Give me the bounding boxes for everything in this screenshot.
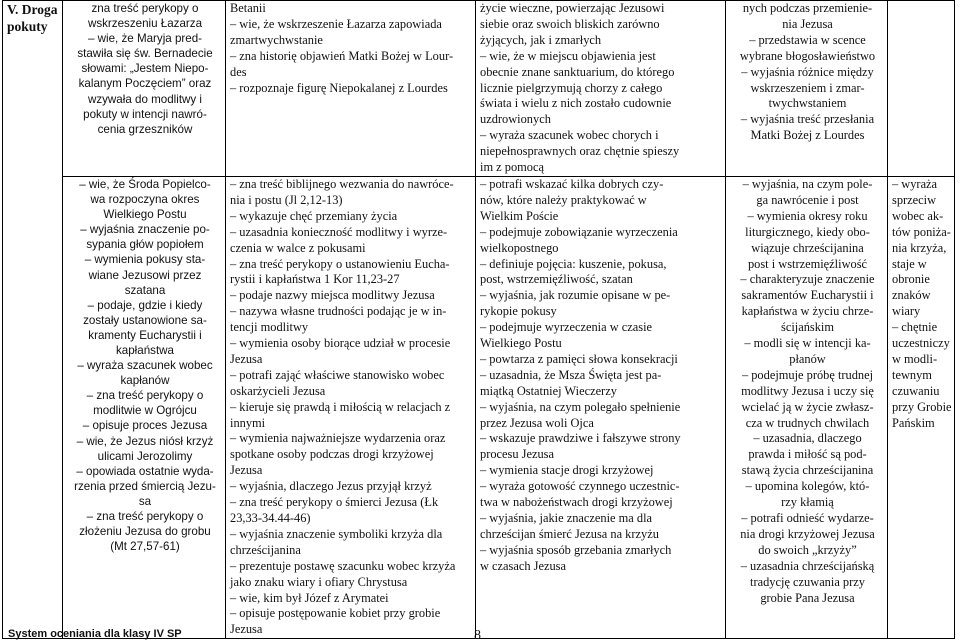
text-line: – chętnie bbox=[892, 320, 938, 335]
text-line: – zna treść perykopy o ustanowieniu Eucha- bbox=[230, 256, 450, 271]
text-line: uzdrowionych bbox=[480, 112, 551, 127]
text-line: – uzasadnia chrześcijańską bbox=[740, 558, 875, 573]
text-line: – uzasadnia konieczność modlitwy i wyrze- bbox=[230, 224, 448, 239]
text-line: – wyjaśnia, jak rozumie opisane w pe- bbox=[480, 288, 671, 303]
text-line: – wymienia okresy roku bbox=[747, 208, 868, 223]
text-line: chrześcijanina bbox=[230, 542, 301, 557]
text-line: – zna treść perykopy o śmierci Jezusa (Łk bbox=[230, 495, 439, 510]
text-line: – wyjaśnia, na czym pole- bbox=[742, 176, 873, 191]
text-line: – wyjaśnia sposób grzebania zmarłych bbox=[480, 542, 672, 557]
cell-grade-bardzo-dobra-cont bbox=[726, 1, 888, 177]
page-number: 8 bbox=[474, 628, 481, 643]
text-line: – wymienia pokusy sta- bbox=[84, 253, 206, 267]
text-line: oskarżycieli Jezusa bbox=[230, 383, 326, 398]
text-line: – wie, że Środa Popielco- bbox=[79, 177, 211, 191]
text-line: sa bbox=[138, 494, 152, 508]
text-line: rykopie pokusy bbox=[480, 304, 557, 319]
text-line: wa rozpoczyna okres bbox=[90, 193, 200, 207]
text-line: Wielkiego Postu bbox=[103, 208, 187, 222]
section-title-cell bbox=[3, 1, 63, 639]
text-line: – podejmuje wyrzeczenia w czasie bbox=[480, 320, 653, 335]
cell-grade-dobra-cont bbox=[476, 1, 726, 177]
text-line: – zna historię objawień Matki Bożej w Lour- bbox=[230, 48, 454, 63]
text-line: 23,33-34.44-46) bbox=[230, 511, 311, 525]
text-line: innymi bbox=[230, 415, 266, 430]
text-line: des bbox=[230, 64, 247, 79]
text-line: – potrafi wskazać kilka dobrych czy- bbox=[480, 176, 664, 191]
text-line: – wyjaśnia znaczenie symboliki krzyża dla bbox=[230, 526, 443, 541]
text-line: przez Jezusa woli Ojca bbox=[480, 415, 594, 430]
text-line: nia drogi krzyżowej Jezusa bbox=[740, 526, 875, 541]
text-line: żyjących, jak i zmarłych bbox=[480, 32, 602, 47]
text-line: wielkopostnego bbox=[480, 240, 559, 255]
text-line: – upomina kolegów, któ- bbox=[745, 479, 870, 494]
text-line: Jezusa bbox=[230, 463, 263, 478]
text-line: nia Jezusa bbox=[782, 16, 833, 31]
text-line: – podejmuje zobowiązanie wyrzeczenia bbox=[480, 224, 678, 239]
text-line: – przedstawia w scence bbox=[749, 32, 866, 47]
text-line: modlitwy Jezusa i uczy się bbox=[741, 383, 874, 398]
text-line: – modli się w intencji ka- bbox=[744, 336, 871, 351]
text-line: wskrzeszeniem i zmar- bbox=[750, 80, 865, 95]
table-row-continuation bbox=[3, 1, 955, 177]
text-line: kalanym Poczęciem” oraz bbox=[78, 77, 212, 91]
text-line: – wymienia najważniejsze wydarzenia oraz bbox=[230, 431, 446, 446]
cell-grade-dobra bbox=[476, 176, 726, 638]
text-line: – potrafi zająć właściwe stanowisko wobec bbox=[230, 367, 445, 382]
text-line: tów poniża- bbox=[892, 224, 951, 239]
text-line: – wyraża bbox=[892, 176, 938, 191]
text-line: – uzasadnia, dlaczego bbox=[753, 431, 862, 446]
text-line: w modli- bbox=[892, 351, 938, 366]
text-line: – opisuje proces Jezusa bbox=[82, 419, 208, 433]
text-line: – wie, że wskrzeszenie Łazarza zapowiada bbox=[230, 16, 442, 31]
text-line: – nazywa własne trudności podając je w in- bbox=[230, 304, 447, 319]
text-line: płanów bbox=[789, 351, 826, 366]
text-line: Matki Bożej z Lourdes bbox=[750, 128, 865, 143]
text-line: sypania głów popiołem bbox=[86, 238, 204, 252]
text-line: – rozpoznaje figurę Niepokalanej z Lourdes bbox=[230, 80, 448, 95]
text-line: liturgicznego, kiedy obo- bbox=[745, 224, 870, 239]
text-line: rzy kłamią bbox=[781, 495, 834, 510]
cell-text bbox=[730, 1, 885, 144]
cell-grade-dostateczna bbox=[226, 176, 476, 638]
text-line: miątką Ostatniej Wieczerzy bbox=[480, 383, 617, 398]
text-line: nów, które należy praktykować w bbox=[480, 192, 647, 207]
footer-label: System oceniania dla klasy IV SP bbox=[8, 628, 182, 640]
text-line: – podejmuje próbę trudnej bbox=[741, 367, 874, 382]
text-line: – potrafi odnieść wydarze- bbox=[741, 511, 874, 525]
text-line: Wielkiego Postu bbox=[480, 336, 562, 351]
text-line: – wymienia osoby biorące udział w procesie bbox=[230, 336, 451, 351]
text-line: – wyjaśnia, na czym polegało spełnienie bbox=[480, 399, 681, 414]
text-line: – prezentuje postawę szacunku wobec krzyża bbox=[230, 558, 456, 573]
text-line: cza w trudnych chwilach bbox=[745, 415, 870, 430]
text-line: – zna treść perykopy o bbox=[86, 510, 204, 524]
text-line: rystii i kapłaństwa 1 Kor 11,23-27 bbox=[230, 272, 400, 287]
text-line: jako znaku wiary i ofiary Chrystusa bbox=[230, 574, 408, 589]
cell-text bbox=[230, 177, 473, 638]
text-line: zostały ustanowione sa- bbox=[83, 313, 207, 327]
text-line: – wymienia stacje drogi krzyżowej bbox=[480, 463, 654, 478]
text-line: kapłaństwa w życiu chrze- bbox=[741, 304, 874, 319]
text-line: licznie pielgrzymują chorzy z całego bbox=[480, 80, 663, 95]
cell-text bbox=[730, 177, 885, 606]
text-line: stawą życia chrześcijanina bbox=[741, 463, 874, 478]
text-line: wiary bbox=[892, 304, 921, 319]
text-line: – wyraża szacunek wobec chorych i bbox=[480, 128, 659, 143]
text-line: przy Grobie bbox=[892, 399, 952, 414]
text-line: zmartwychwstanie bbox=[230, 32, 323, 47]
text-line: stawiła się św. Bernadecie bbox=[77, 47, 213, 61]
text-line: (Mt 27,57-61) bbox=[110, 540, 180, 554]
text-line: – podaje, gdzie i kiedy bbox=[87, 298, 203, 312]
text-line: – wyraża szacunek wobec bbox=[77, 359, 213, 373]
text-line: – podaje nazwy miejsca modlitwy Jezusa bbox=[230, 288, 435, 303]
cell-text bbox=[67, 1, 223, 137]
text-line: twa w nabożeństwach drogi krzyżowej bbox=[480, 495, 673, 510]
text-line: – wyjaśnia treść przesłania bbox=[740, 112, 875, 127]
text-line: – wie, że Jezus niósł krzyż bbox=[76, 434, 214, 448]
text-line: ulicami Jerozolimy bbox=[97, 449, 193, 463]
text-line: obecnie znane sanktuarium, do którego bbox=[480, 64, 675, 79]
text-line: post, wstrzemięźliwość, szatan bbox=[480, 272, 633, 287]
text-line: – wyraża gotowość czynnego uczestnic- bbox=[480, 479, 680, 494]
text-line: – zna treść biblijnego wezwania do nawróce- bbox=[230, 176, 454, 191]
text-line: tewnym bbox=[892, 367, 932, 382]
text-line: słowami: „Jestem Niepo- bbox=[81, 62, 209, 76]
text-line: – definiuje pojęcia: kuszenie, pokusa, bbox=[480, 256, 667, 271]
text-line: sprzeciw bbox=[892, 192, 937, 207]
text-line: – wyjaśnia, dlaczego Jezus przyjął krzyż bbox=[230, 479, 432, 494]
text-line: nych podczas przemienie- bbox=[742, 1, 873, 15]
text-line: sakramentów Eucharystii i bbox=[741, 288, 874, 303]
text-line: Betanii bbox=[230, 1, 266, 15]
text-line: prawda i miłość są pod- bbox=[748, 447, 867, 462]
text-line: ga nawrócenie i post bbox=[756, 192, 859, 207]
grading-table bbox=[2, 0, 955, 639]
text-line: czuwaniu bbox=[892, 383, 940, 398]
cell-grade-bardzo-dobra bbox=[726, 176, 888, 638]
text-line: – wskazuje prawdziwe i fałszywe strony bbox=[480, 431, 681, 446]
text-line: Jezusa bbox=[230, 622, 263, 637]
text-line: znaków bbox=[892, 288, 931, 303]
text-line: siebie oraz swoich bliskich zarówno bbox=[480, 16, 660, 31]
text-line: wybrane błogosławieństwo bbox=[739, 48, 876, 63]
text-line: uczestniczy bbox=[892, 336, 950, 351]
text-line: twychwstaniem bbox=[768, 96, 847, 111]
text-line: wiązuje chrześcijanina bbox=[751, 240, 864, 255]
text-line: rzenia przed śmiercią Jezu- bbox=[74, 479, 216, 493]
text-line: czenia w walce z pokusami bbox=[230, 240, 366, 255]
text-line: szatana bbox=[124, 283, 166, 297]
table-row-droga-pokuty bbox=[3, 176, 955, 638]
cell-grade-celujaca bbox=[888, 176, 955, 638]
text-line: kapłaństwa bbox=[115, 344, 174, 357]
text-line: staje w bbox=[892, 256, 927, 271]
text-line: kramenty Eucharystii i bbox=[88, 328, 202, 342]
text-line: wiane Jezusowi przez bbox=[88, 268, 202, 282]
text-line: kapłanów bbox=[120, 374, 170, 388]
text-line: Jezusa bbox=[230, 351, 263, 366]
text-line: w czasach Jezusa bbox=[480, 558, 566, 573]
text-line: – opisuje postępowanie kobiet przy grobie bbox=[230, 606, 441, 621]
text-line: do swoich „krzyży” bbox=[758, 542, 857, 557]
cell-grade-dopuszczajaca bbox=[63, 176, 226, 638]
text-line: – opowiada ostatnie wyda- bbox=[76, 464, 214, 478]
text-line: wobec ak- bbox=[892, 208, 944, 223]
text-line: – wykazuje chęć przemiany życia bbox=[230, 208, 398, 223]
text-line: pokuty w intencji nawró- bbox=[83, 107, 207, 121]
text-line: – wyjaśnia, jakie znaczenie ma dla bbox=[480, 511, 653, 525]
cell-grade-dopuszczajaca-cont bbox=[63, 1, 226, 177]
text-line: wskrzeszeniu Łazarza bbox=[87, 17, 203, 31]
text-line: – kieruje się prawdą i miłością w relacjach z bbox=[230, 399, 451, 414]
text-line: chrześcijan śmierć Jezusa na krzyżu bbox=[480, 526, 659, 541]
cell-text bbox=[480, 1, 723, 176]
text-line: Wielkim Poście bbox=[480, 208, 559, 223]
text-line: niepełnosprawnych oraz chętnie spieszy bbox=[480, 144, 680, 159]
text-line: złożeniu Jezusa do grobu bbox=[79, 525, 211, 539]
text-line: grobie Pana Jezusa bbox=[760, 590, 855, 605]
cell-text bbox=[480, 177, 723, 575]
text-line: – charakteryzuje znaczenie bbox=[740, 272, 875, 287]
text-line: świata i wielu z nich zostało cudownie bbox=[480, 96, 672, 111]
text-line: – uzasadnia, że Msza Święta jest pa- bbox=[480, 367, 662, 382]
text-line: – wie, że w miejscu objawienia jest bbox=[480, 48, 656, 63]
text-line: modlitwie w Ogrójcu bbox=[93, 404, 197, 418]
section-title bbox=[7, 1, 60, 35]
text-line: życie wieczne, powierzając Jezusowi bbox=[480, 1, 665, 15]
text-line: ścijańskim bbox=[781, 320, 834, 335]
text-line: – wyjaśnia różnice między bbox=[741, 64, 874, 79]
cell-text bbox=[230, 1, 473, 96]
text-line: – wyjaśnia znaczenie po- bbox=[80, 223, 210, 237]
cell-text bbox=[67, 177, 223, 554]
text-line: zna treść perykopy o bbox=[91, 2, 199, 15]
text-line: post i wstrzemięźliwość bbox=[747, 256, 868, 271]
text-line: – powtarza z pamięci słowa konsekracji bbox=[480, 351, 678, 366]
text-line: – wie, że Maryja pred- bbox=[87, 32, 203, 46]
text-line: – wie, kim był Józef z Arymatei bbox=[230, 590, 389, 605]
text-line: cenia grzeszników bbox=[97, 122, 193, 136]
text-line: – zna treść perykopy o bbox=[86, 389, 204, 403]
text-line: spotkane osoby podczas drogi krzyżowej bbox=[230, 447, 434, 462]
text-line: wzywała do modlitwy i bbox=[87, 92, 203, 106]
cell-grade-dostateczna-cont bbox=[226, 1, 476, 177]
text-line: wcielać ją w życie zwłasz- bbox=[741, 399, 874, 414]
text-line: tradycję czuwania przy bbox=[750, 574, 865, 589]
cell-grade-celujaca-cont bbox=[888, 1, 955, 177]
cell-text bbox=[892, 177, 952, 432]
text-line: Pańskim bbox=[892, 415, 935, 430]
text-line: nia i postu (Jl 2,12-13) bbox=[230, 192, 343, 207]
text-line: V. Droga bbox=[7, 2, 58, 17]
text-line: nia krzyża, bbox=[892, 240, 947, 255]
text-line: im z pomocą bbox=[480, 160, 544, 175]
text-line: tencji modlitwy bbox=[230, 320, 309, 335]
text-line: obronie bbox=[892, 272, 930, 287]
text-line: procesu Jezusa bbox=[480, 447, 554, 462]
text-line: pokuty bbox=[7, 19, 48, 34]
